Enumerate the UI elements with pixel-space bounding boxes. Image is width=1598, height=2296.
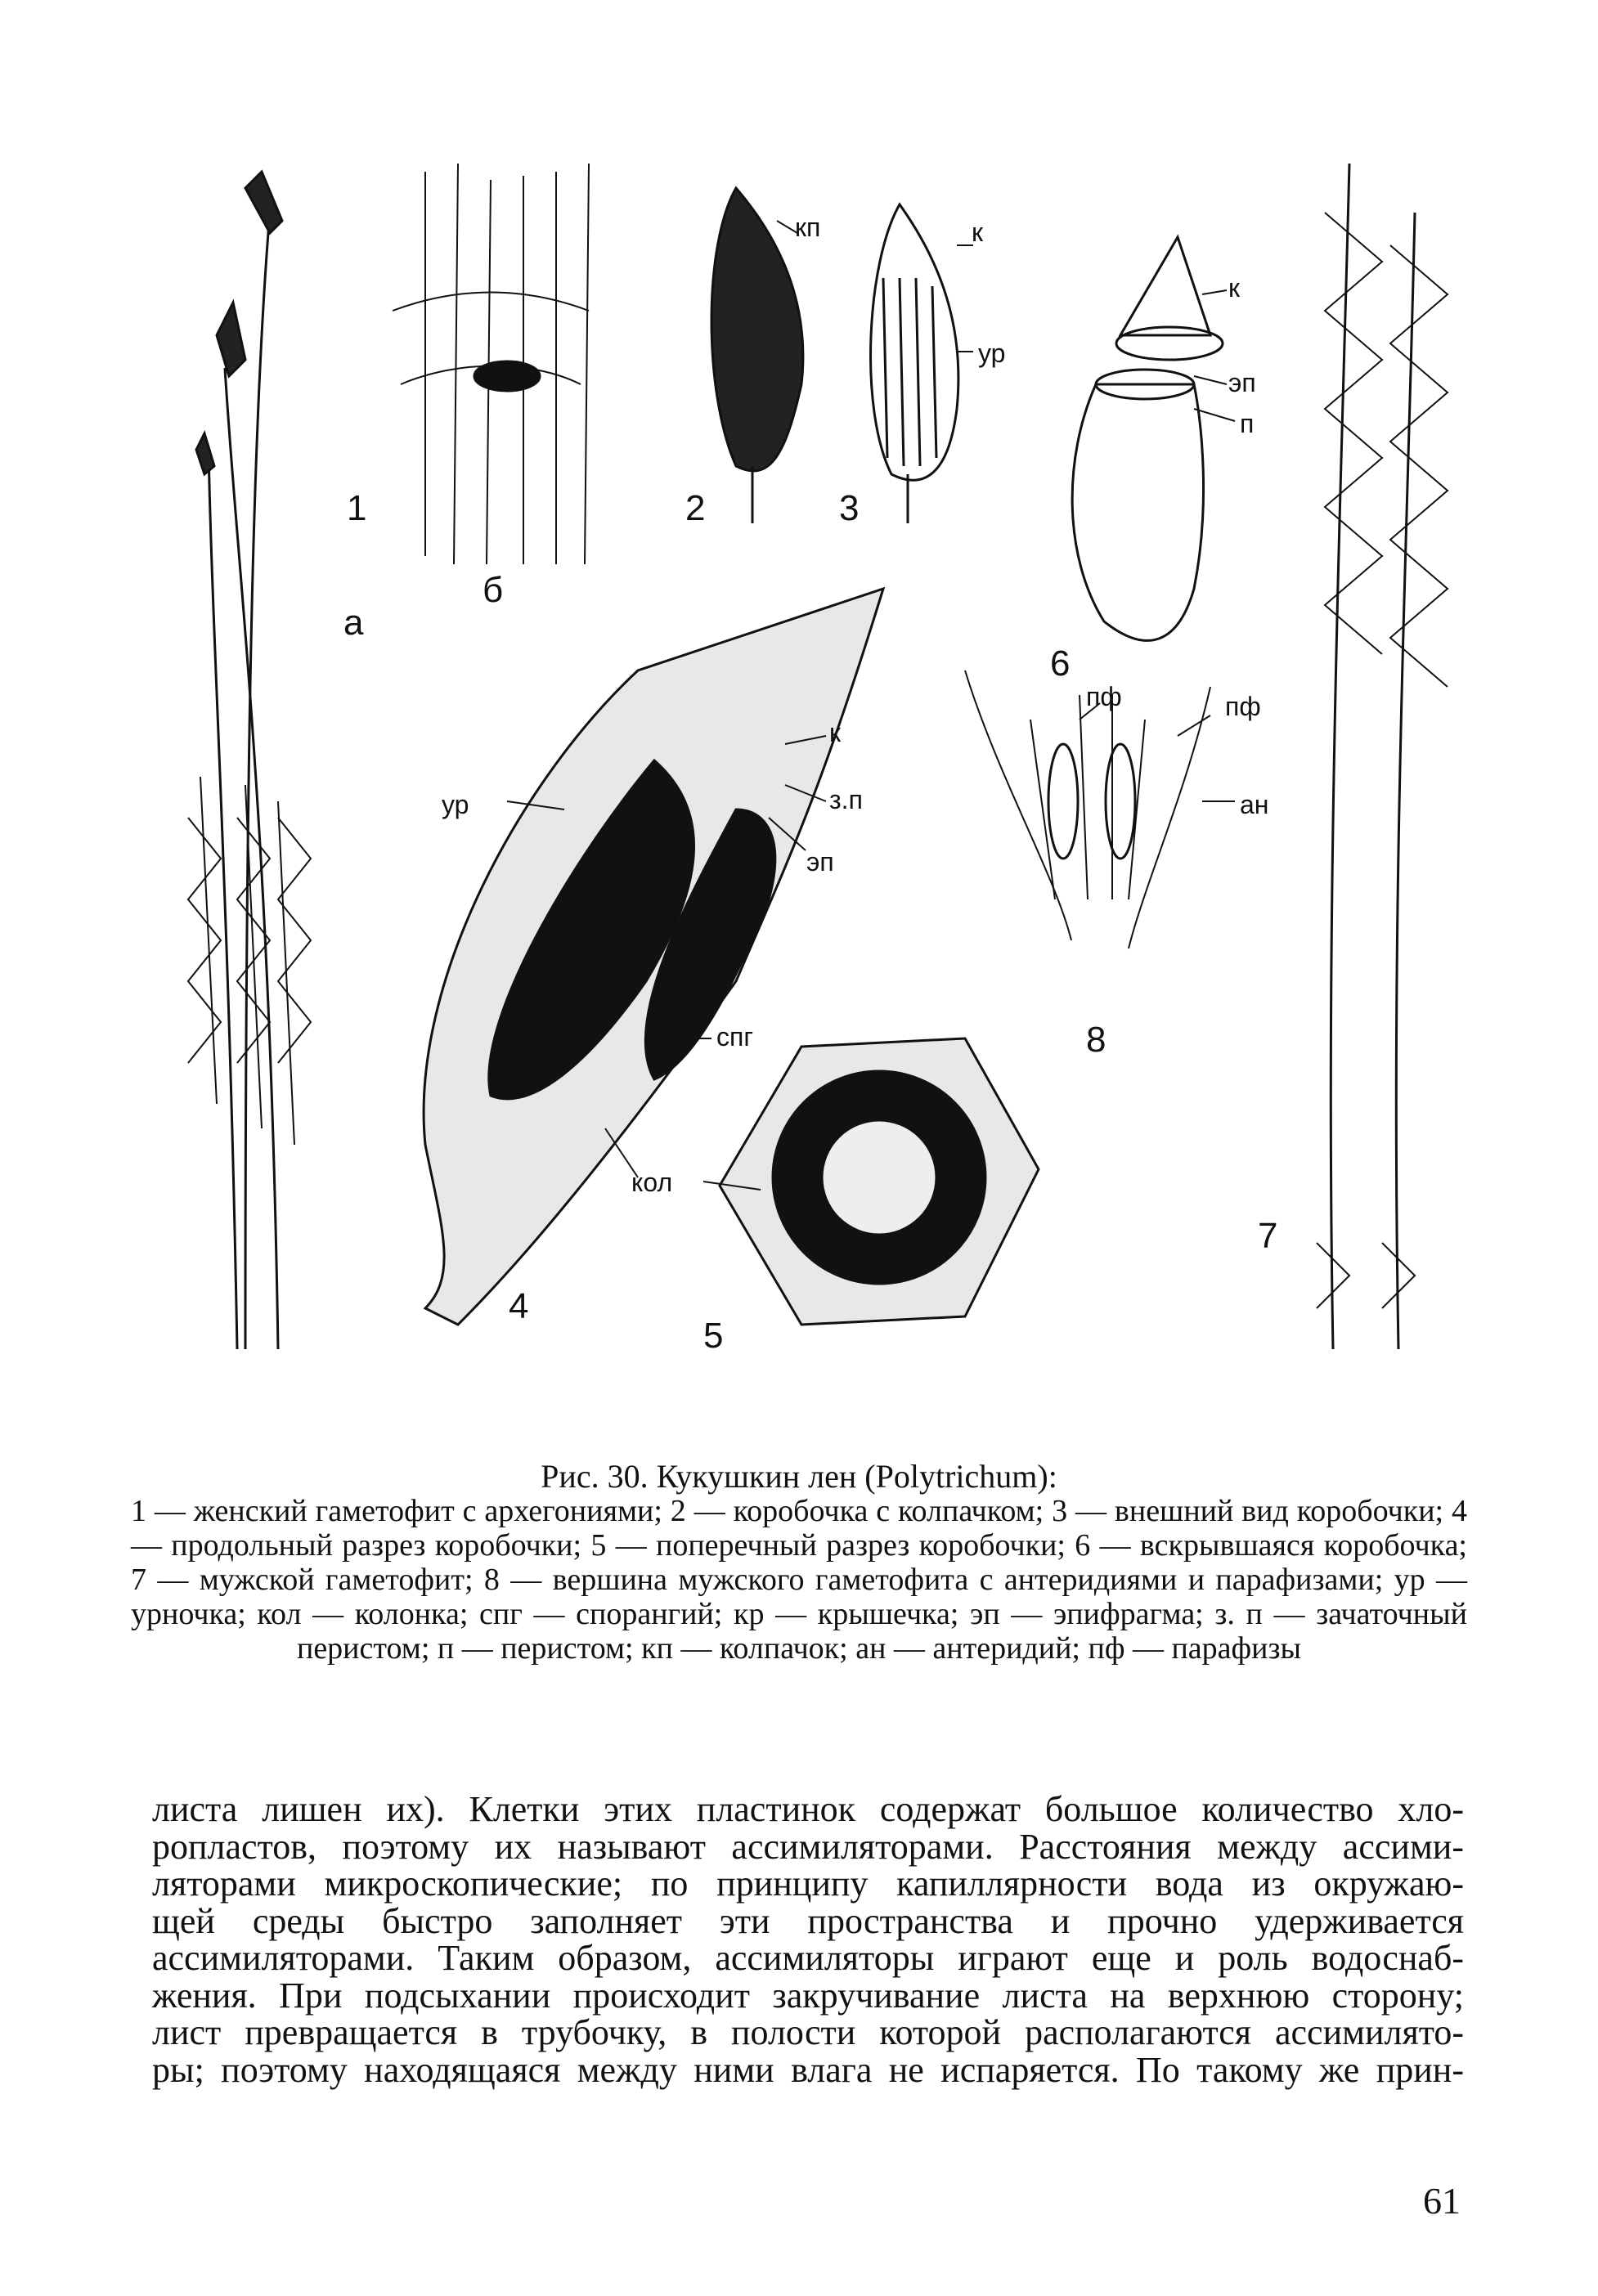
- opened-capsule-drawing: [1072, 237, 1223, 640]
- body-paragraph: [152, 1791, 1464, 2088]
- body-line: ляторами микроскопические; по принципу капиллярности вода из окружаю-: [152, 1863, 1464, 1904]
- callout-k4: к: [829, 718, 841, 747]
- panel-label-6: 6: [1050, 644, 1071, 684]
- callout-pf-right: пф: [1225, 692, 1261, 721]
- body-line: щей среды быстро заполняет эти пространства и прочно удерживается: [152, 1900, 1464, 1941]
- caption-title: Рис. 30. Кукушкин лен (Polytrichum):: [541, 1458, 1057, 1495]
- capsule-cross-section-drawing: [720, 1038, 1039, 1325]
- body-line: ропластов, поэтому их называют ассимиляторами. Расстояния между ассими-: [152, 1826, 1464, 1867]
- male-gametophyte-drawing: [1317, 164, 1448, 1349]
- callout-zp: з.п: [829, 785, 863, 814]
- capsule-with-calyptra-drawing: [711, 188, 803, 523]
- callout-p6: п: [1240, 409, 1255, 438]
- callout-an: ан: [1240, 790, 1269, 819]
- callout-kol: кол: [631, 1168, 673, 1197]
- body-line: ассимиляторами. Таким образом, ассимиляторы играют еще и роль водоснаб-: [152, 1938, 1464, 1978]
- callout-spg: спг: [716, 1022, 753, 1052]
- panel-label-7: 7: [1258, 1216, 1278, 1256]
- callout-ep4: эп: [806, 847, 834, 877]
- panel-label-3: 3: [839, 488, 860, 528]
- panel-label-2: 2: [685, 488, 706, 528]
- panel-label-1: 1: [347, 488, 367, 528]
- female-gametophyte-drawing: [188, 172, 311, 1349]
- page-number: 61: [1423, 2180, 1461, 2222]
- callout-ur-top: ур: [978, 339, 1006, 368]
- callout-ur4: ур: [442, 790, 469, 819]
- body-line: листа лишен их). Клетки этих пластинок содержат большое количество хло-: [152, 1789, 1464, 1829]
- panel-label-8: 8: [1086, 1020, 1106, 1060]
- panel-label-a: а: [343, 603, 364, 643]
- figure-caption: [131, 1460, 1467, 1666]
- callout-k6: к: [1228, 273, 1240, 303]
- capsule-external-drawing: [871, 204, 958, 523]
- body-line: лист превращается в трубочку, в полости которой располагаются ассимилято-: [152, 2012, 1464, 2052]
- callout-kp: кп: [795, 213, 821, 242]
- body-line: ры; поэтому находящаяся между ними влага не испаряется. По такому же прин-: [152, 2049, 1464, 2090]
- panel-label-4: 4: [509, 1286, 529, 1326]
- caption-text: 1 — женский гаметофит с архегониями; 2 — коробочка с колпачком; 3 — внешний вид коробочки; 4 — продольный разрез коробочки; 5 — поперечный разрез коробочки; 6 — вскрывшаяся коробочка; 7 — мужской гаметофит; 8 — вершина мужского гаметофита с антеридиями и парафизами; ур — урночка; кол — колонка; спг — спорангий; кр — крышечка; эп — эпифрагма; з. п — зачаточный перистом; п — перистом; кп — колпачок; ан — антеридий; пф — парафизы: [131, 1494, 1467, 1666]
- callout-k-top: к: [972, 217, 983, 247]
- panel-label-b: б: [483, 570, 504, 610]
- callout-pf-left: пф: [1086, 682, 1122, 711]
- body-line: жения. При подсыхании происходит закручивание листа на верхнюю сторону;: [152, 1975, 1464, 2016]
- callout-ep6: эп: [1228, 368, 1256, 397]
- panel-label-5: 5: [703, 1316, 724, 1356]
- archegonia-tissue-drawing: [393, 164, 589, 564]
